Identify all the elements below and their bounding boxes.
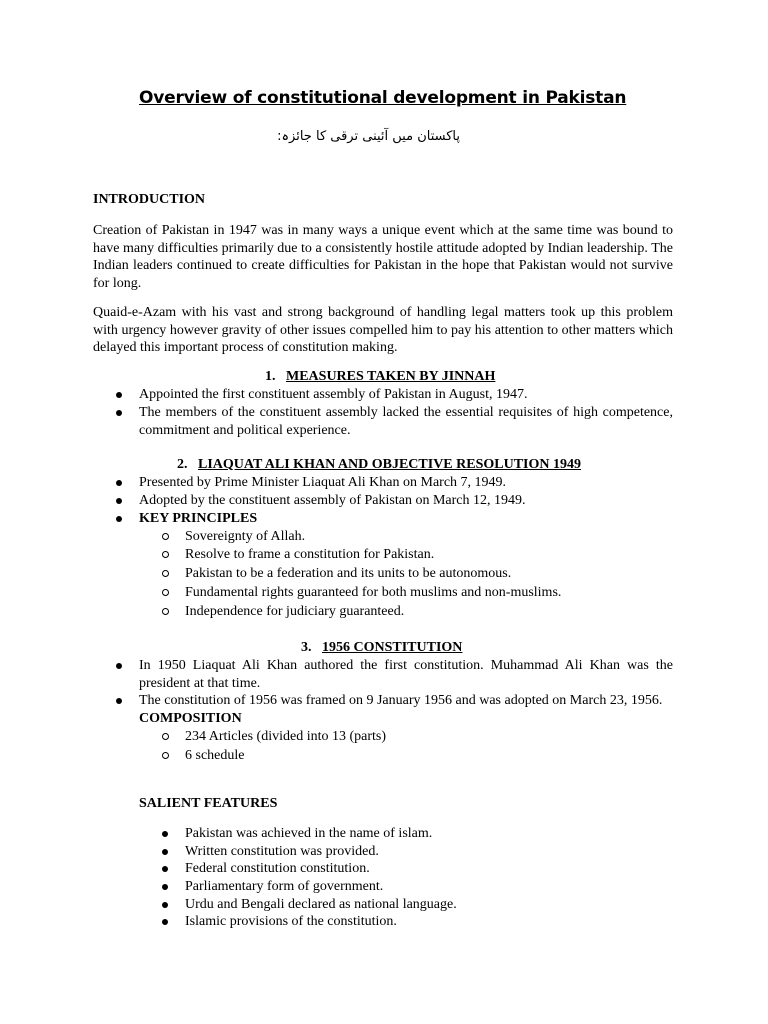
list-item: Pakistan was achieved in the name of islam.: [162, 825, 673, 843]
bullet-dot-icon: [116, 498, 122, 504]
introduction-heading: INTRODUCTION: [93, 192, 206, 207]
section-1-number: 1.: [265, 369, 276, 384]
salient-features-heading: SALIENT FEATURES: [139, 796, 278, 811]
bullet-dot-icon: [162, 884, 168, 890]
bullet-circle-icon: [162, 551, 169, 558]
bullet-dot-icon: [162, 919, 168, 925]
document-title: Overview of constitutional development in Pakistan: [139, 88, 627, 108]
list-item: Pakistan to be a federation and its units to be autonomous.: [162, 565, 673, 583]
bullet-dot-icon: [116, 480, 122, 486]
list-item: Adopted by the constituent assembly of Pakistan on March 12, 1949.: [116, 492, 673, 510]
bullet-dot-icon: [162, 849, 168, 855]
bullet-circle-icon: [162, 733, 169, 740]
bullet-dot-icon: [162, 866, 168, 872]
bullet-dot-icon: [116, 392, 122, 398]
list-item: Presented by Prime Minister Liaquat Ali Khan on March 7, 1949.: [116, 474, 673, 492]
bullet-circle-icon: [162, 533, 169, 540]
section-1-title: MEASURES TAKEN BY JINNAH: [286, 369, 496, 384]
list-item: The members of the constituent assembly lacked the essential requisites of high competence, commitment and political experience.: [116, 404, 673, 440]
list-item: Written constitution was provided.: [162, 843, 673, 861]
urdu-subtitle: پاکستان میں آئینی ترقی کا جائزہ:: [277, 129, 460, 144]
key-principles-heading: KEY PRINCIPLES: [139, 511, 258, 526]
section-3-heading: [301, 640, 462, 656]
list-item: Islamic provisions of the constitution.: [162, 913, 673, 931]
list-item: 6 schedule: [162, 747, 673, 765]
introduction-paragraph-2: Quaid-e-Azam with his vast and strong background of handling legal matters took up this problem with urgency however gravity of other issues compelled him to pay his attention to other matters which delayed this important process of constitution making.: [93, 305, 673, 356]
list-item: Independence for judiciary guaranteed.: [162, 603, 673, 621]
list-item: 234 Articles (divided into 13 (parts): [162, 728, 673, 746]
list-item: Urdu and Bengali declared as national language.: [162, 896, 673, 914]
section-3-title: 1956 CONSTITUTION: [322, 640, 463, 655]
bullet-dot-icon: [162, 831, 168, 837]
section-3-number: 3.: [301, 640, 312, 655]
bullet-dot-icon: [162, 902, 168, 908]
section-2-number: 2.: [177, 457, 188, 472]
bullet-dot-icon: [116, 516, 122, 522]
list-item: Sovereignty of Allah.: [162, 528, 673, 546]
list-item: Fundamental rights guaranteed for both muslims and non-muslims.: [162, 584, 673, 602]
bullet-circle-icon: [162, 608, 169, 615]
bullet-dot-icon: [116, 698, 122, 704]
bullet-dot-icon: [116, 410, 122, 416]
list-item: In 1950 Liaquat Ali Khan authored the first constitution. Muhammad Ali Khan was the president at that time.: [116, 657, 673, 693]
introduction-paragraph-1: Creation of Pakistan in 1947 was in many ways a unique event which at the same time was bound to have many difficulties primarily due to a consistently hostile attitude adopted by Indian leadership. The Indian leaders continued to create difficulties for Pakistan in the hope that Pakistan would not survive for long.: [93, 223, 673, 291]
list-item: Federal constitution constitution.: [162, 860, 673, 878]
section-2-heading: [177, 457, 581, 473]
list-item: [116, 510, 673, 528]
section-2-title: LIAQUAT ALI KHAN AND OBJECTIVE RESOLUTION 1949: [198, 457, 582, 472]
list-item: Resolve to frame a constitution for Pakistan.: [162, 546, 673, 564]
section-1-heading: [265, 369, 495, 385]
list-item: Parliamentary form of government.: [162, 878, 673, 896]
bullet-circle-icon: [162, 570, 169, 577]
list-item: The constitution of 1956 was framed on 9 January 1956 and was adopted on March 23, 1956.: [116, 692, 673, 710]
bullet-circle-icon: [162, 589, 169, 596]
composition-heading: COMPOSITION: [139, 711, 242, 726]
list-item: Appointed the first constituent assembly of Pakistan in August, 1947.: [116, 386, 673, 404]
bullet-circle-icon: [162, 752, 169, 759]
bullet-dot-icon: [116, 663, 122, 669]
